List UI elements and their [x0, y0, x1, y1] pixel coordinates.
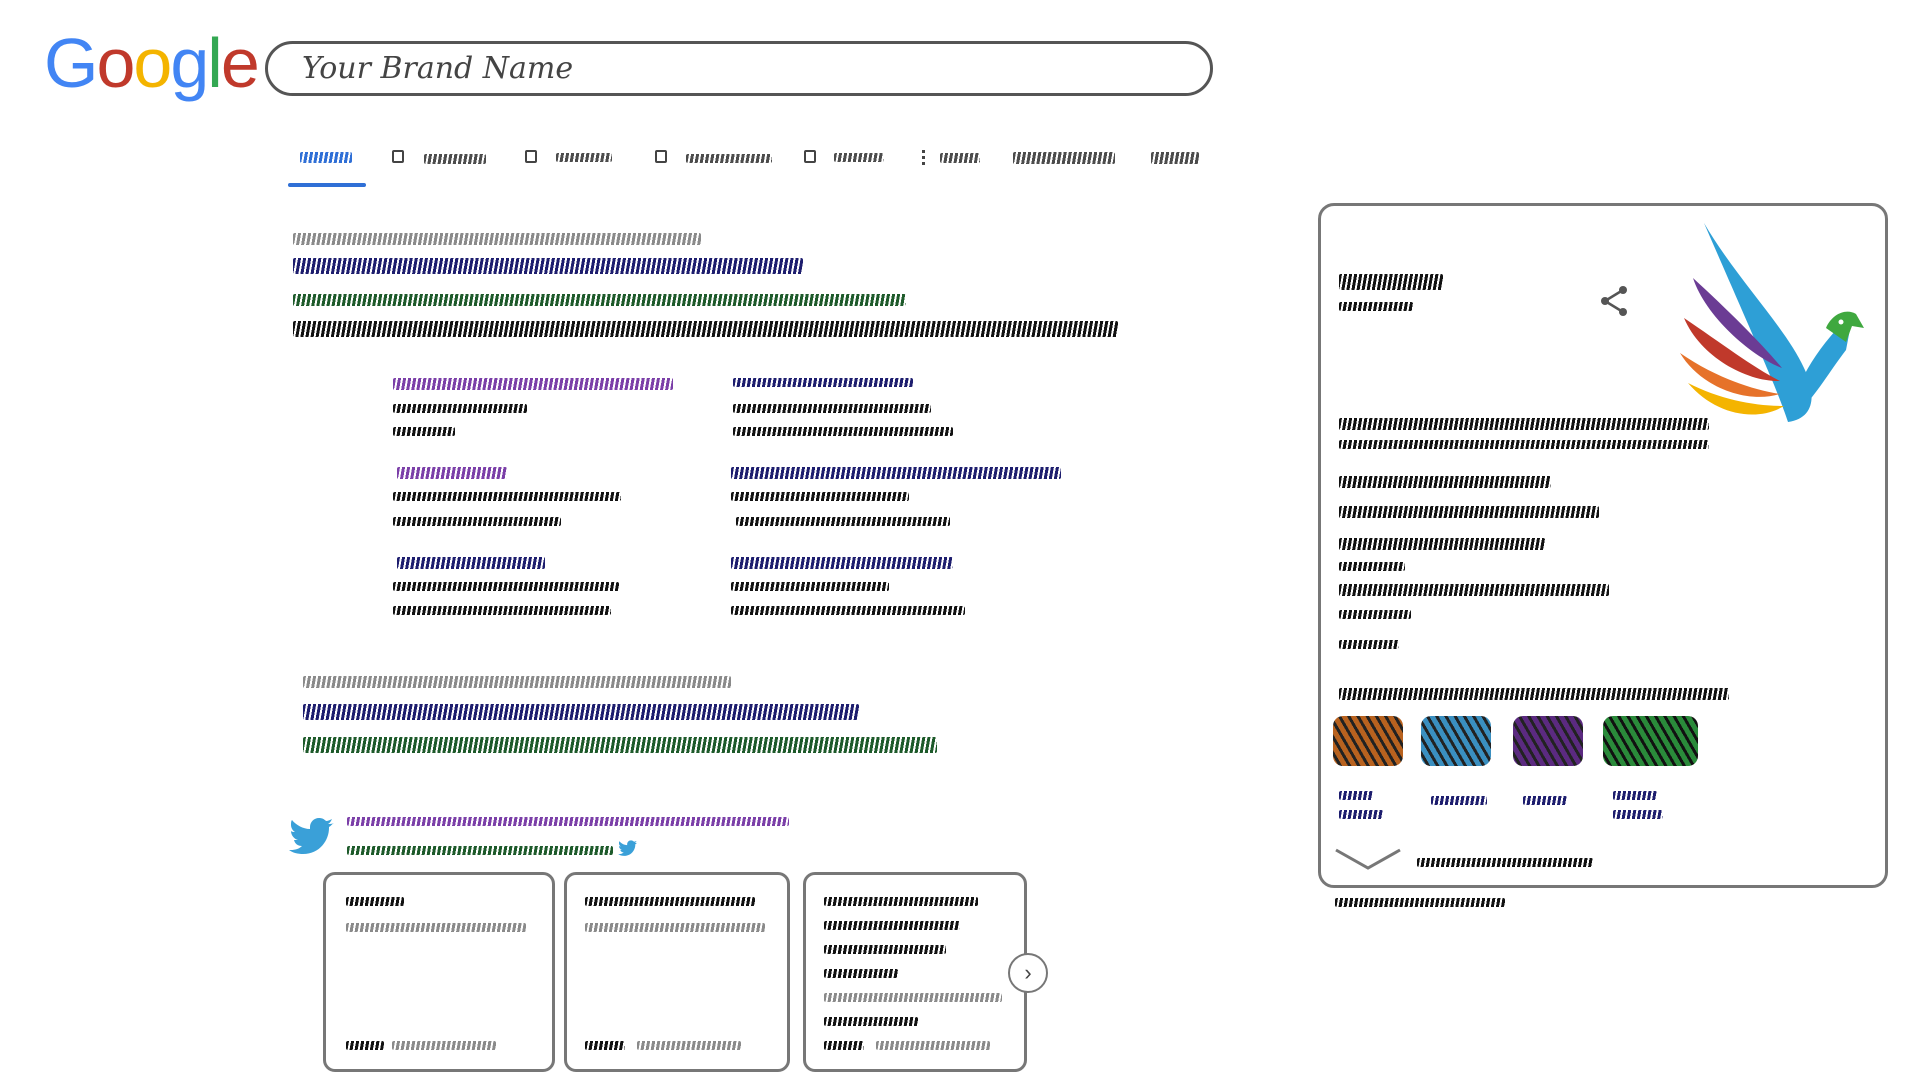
result-url[interactable]: [303, 737, 937, 753]
tweet-card[interactable]: [803, 872, 1027, 1072]
square-icon: [392, 150, 404, 163]
panel-feedback[interactable]: [1335, 898, 1505, 907]
profile-thumb[interactable]: [1421, 716, 1491, 766]
result-url[interactable]: [293, 294, 906, 306]
logo-letter: G: [44, 24, 97, 102]
result-title[interactable]: [303, 704, 859, 720]
tweet-author: [824, 897, 978, 906]
sitelink-snippet: [733, 427, 953, 436]
more-vert-icon: [922, 150, 925, 165]
panel-fact: [1339, 538, 1545, 550]
tweet-text: [824, 969, 898, 978]
twitter-bird-icon: [288, 817, 336, 859]
sitelink-snippet: [731, 606, 965, 615]
twitter-title[interactable]: [347, 817, 789, 826]
logo-letter: o: [96, 24, 134, 102]
result-title[interactable]: [293, 258, 803, 274]
sitelink-snippet: [393, 404, 527, 413]
panel-more-label[interactable]: [1417, 858, 1593, 867]
logo-letter: l: [207, 24, 221, 102]
panel-fact: [1339, 476, 1551, 488]
sitelink-title[interactable]: [397, 557, 545, 569]
tab-label[interactable]: [940, 153, 980, 163]
tweet-text: [824, 921, 960, 930]
google-logo[interactable]: [44, 24, 258, 102]
sitelink-snippet: [731, 492, 909, 501]
sitelink-snippet: [393, 606, 611, 615]
tweet-author: [346, 897, 404, 906]
logo-letter: g: [170, 24, 208, 102]
panel-fact: [1339, 506, 1599, 518]
result-url-path: [303, 676, 731, 688]
sitelink-snippet: [393, 582, 619, 591]
square-icon: [655, 150, 667, 163]
search-bar[interactable]: [265, 41, 1213, 96]
sitelink-title[interactable]: [393, 378, 673, 390]
tweet-time: [637, 1041, 741, 1050]
tweet-text: [346, 923, 526, 932]
panel-fact: [1339, 640, 1399, 649]
logo-letter: e: [220, 24, 258, 102]
profile-thumb[interactable]: [1513, 716, 1583, 766]
share-icon[interactable]: [1599, 284, 1629, 318]
result-url-path: [293, 233, 701, 245]
panel-section-title: [1339, 688, 1729, 700]
chevron-right-icon[interactable]: ›: [1008, 953, 1048, 993]
square-icon: [804, 150, 816, 163]
tweet-meta: [824, 1041, 864, 1050]
profile-thumb[interactable]: [1333, 716, 1403, 766]
profile-label[interactable]: [1339, 810, 1383, 819]
tweet-time: [392, 1041, 496, 1050]
chevron-down-icon[interactable]: [1333, 846, 1403, 872]
tab-label[interactable]: [834, 153, 884, 162]
tweet-card[interactable]: [564, 872, 790, 1072]
tweet-text: [824, 945, 946, 954]
profile-label[interactable]: [1431, 796, 1487, 805]
panel-subtitle: [1339, 302, 1413, 311]
sitelink-snippet: [393, 492, 621, 501]
tweet-time: [876, 1041, 990, 1050]
tweet-meta: [585, 1041, 625, 1050]
twitter-url[interactable]: [347, 846, 613, 855]
sitelink-snippet: [393, 427, 455, 436]
twitter-bird-icon: [617, 840, 639, 858]
knowledge-panel: [1318, 203, 1888, 888]
sitelink-title[interactable]: [731, 557, 953, 569]
search-input[interactable]: [300, 50, 1210, 87]
tweet-text: [824, 1017, 918, 1026]
logo-letter: o: [133, 24, 171, 102]
panel-fact: [1339, 610, 1411, 619]
bird-logo-icon: [1676, 218, 1866, 423]
sitelink-title[interactable]: [731, 467, 1061, 479]
sitelink-snippet: [733, 404, 931, 413]
tweet-card[interactable]: [323, 872, 555, 1072]
tab-label[interactable]: [686, 154, 772, 163]
tweet-meta: [346, 1041, 384, 1050]
panel-description: [1339, 418, 1709, 430]
tab-settings[interactable]: [1151, 152, 1199, 164]
square-icon: [525, 150, 537, 163]
sitelink-snippet: [731, 582, 889, 591]
profile-label[interactable]: [1339, 791, 1373, 800]
sitelink-title[interactable]: [733, 378, 913, 387]
active-tab-indicator: [288, 183, 366, 187]
tweet-text: [824, 993, 1002, 1002]
panel-title: [1339, 274, 1443, 290]
profile-thumb[interactable]: [1603, 716, 1698, 766]
panel-description: [1339, 440, 1709, 449]
tab-tools[interactable]: [1013, 152, 1115, 164]
tab-label[interactable]: [556, 153, 612, 162]
tweet-text: [585, 923, 765, 932]
tab-label[interactable]: [424, 154, 486, 164]
panel-fact: [1339, 584, 1609, 596]
profile-label[interactable]: [1523, 796, 1567, 805]
tweet-author: [585, 897, 755, 906]
panel-fact: [1339, 562, 1405, 571]
profile-label[interactable]: [1613, 810, 1663, 819]
sitelink-snippet: [736, 517, 950, 526]
tab-all[interactable]: [300, 152, 352, 163]
result-snippet: [293, 321, 1118, 337]
sitelink-title[interactable]: [397, 467, 507, 479]
profile-label[interactable]: [1613, 791, 1657, 800]
sitelink-snippet: [393, 517, 561, 526]
